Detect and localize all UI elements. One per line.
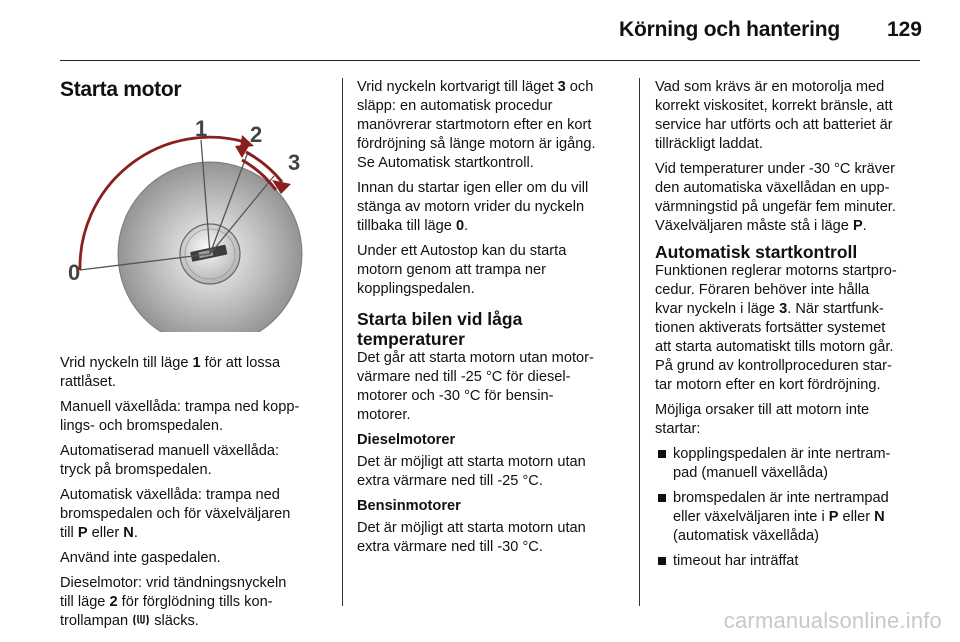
- header-rule: [60, 60, 920, 61]
- paragraph: Vid temperaturer under -30 °C kräver den automatiska växellådan en upp- värmningstid på ungefär fem minuter. Växelväljaren måste stå i läge P.: [655, 161, 896, 234]
- paragraph: Automatisk växellåda: trampa ned bromspedalen och för växelväljaren till P eller N.: [60, 487, 291, 541]
- heading-petrol: Bensinmotorer: [357, 498, 461, 514]
- subheading-auto-start-control: Automatisk startkontroll: [655, 242, 858, 262]
- paragraph: Manuell växellåda: trampa ned kopp- lings- och bromspedalen.: [60, 399, 300, 434]
- page-number: 129: [886, 18, 922, 41]
- position-label-0: 0: [68, 260, 81, 285]
- paragraph: Vrid nyckeln till läge 1 för att lossa rattlåset.: [60, 355, 281, 390]
- paragraph: Det är möjligt att starta motorn utan extra värmare ned till -25 °C.: [357, 454, 586, 489]
- position-label-1: 1: [195, 116, 208, 141]
- section-title-starta-motor: Starta motor: [60, 78, 182, 101]
- paragraph: Möjliga orsaker till att motorn inte startar:: [655, 402, 870, 437]
- watermark: carmanualsonline.info: [723, 608, 942, 633]
- paragraph: Vad som krävs är en motorolja med korrekt viskositet, korrekt bränsle, att service har utförts och att batteriet är tillräckligt laddat.: [655, 79, 893, 152]
- column-1: [60, 78, 328, 637]
- column-2: [357, 78, 629, 563]
- cause-list: [655, 445, 927, 571]
- list-item: kopplingspedalen är inte nertram- pad (manuell växellåda): [655, 445, 927, 483]
- list-item: timeout har inträffat: [655, 552, 927, 571]
- paragraph: Det går att starta motorn utan motor- värmare ned till -25 °C för diesel- motorer och -30 °C för bensin- motorer.: [357, 350, 594, 423]
- paragraph: Dieselmotor: vrid tändningsnyckeln till läge 2 för förglödning tills kon- trollampan släcks.: [60, 575, 287, 629]
- glow-plug-icon: [132, 612, 150, 628]
- header-title: Körning och hantering: [619, 18, 840, 41]
- ignition-switch-figure: [60, 114, 326, 332]
- heading-diesel: Dieselmotorer: [357, 432, 456, 448]
- paragraph: Använd inte gaspedalen.: [60, 550, 221, 566]
- list-item: bromspedalen är inte nertrampad eller växelväljaren inte i P eller N (automatisk växellåda): [655, 489, 927, 546]
- subheading-low-temperature: Starta bilen vid låga temperaturer: [357, 309, 523, 349]
- paragraph: Det är möjligt att starta motorn utan extra värmare ned till -30 °C.: [357, 520, 586, 555]
- paragraph: Automatiserad manuell växellåda: tryck på bromspedalen.: [60, 443, 280, 478]
- column-divider-2: [639, 78, 640, 606]
- position-label-3: 3: [288, 150, 301, 175]
- paragraph: Vrid nyckeln kortvarigt till läget 3 och släpp: en automatisk procedur manövrerar startmotorn efter en kort fördröjning så länge motorn är igång. Se Automatisk startkontroll.: [357, 79, 596, 171]
- paragraph: Funktionen reglerar motorns startpro- cedur. Föraren behöver inte hålla kvar nyckeln i läge 3. När startfunk- tionen aktiverats fortsätter systemet att starta automatiskt tills motorn går. På grund av kontrollproceduren star- tar motorn efter en kort fördröjning.: [655, 263, 897, 393]
- paragraph: Innan du startar igen eller om du vill stänga av motorn vrider du nyckeln tillbaka till läge 0.: [357, 180, 589, 234]
- paragraph: Under ett Autostop kan du starta motorn genom att trampa ner kopplingspedalen.: [357, 243, 567, 297]
- column-3: [655, 78, 927, 577]
- column-divider-1: [342, 78, 343, 606]
- position-label-2: 2: [250, 122, 263, 147]
